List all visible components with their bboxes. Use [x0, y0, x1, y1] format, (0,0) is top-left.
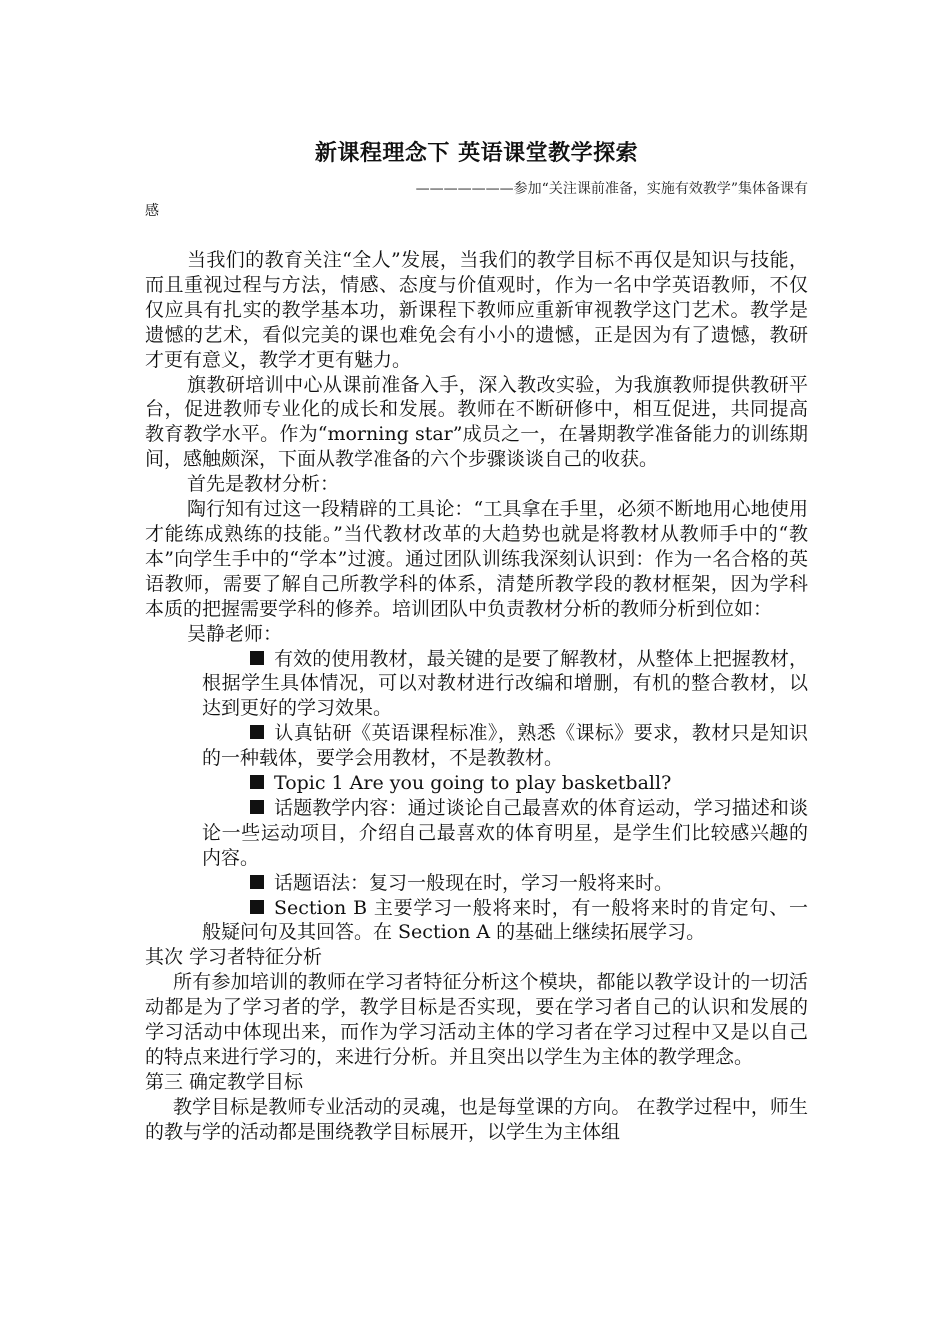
paragraph: 当我们的教育关注“全人”发展，当我们的教学目标不再仅是知识与技能，而且重视过程与方法，情感、态度与价值观时，作为一名中学英语教师，不仅仅应具有扎实的教学基本功，新课程下教师应重新审视教学这门艺术。教学是遗憾的艺术，看似完美的课也难免会有小小的遗憾，正是因为有了遗憾，教研才更有意义，教学才更有魅力。: [145, 249, 808, 371]
bullet-item: [202, 771, 808, 796]
document-title: 新课程理念下 英语课堂教学探索: [314, 140, 639, 166]
square-bullet-icon: [250, 775, 264, 789]
bullet-item: [202, 896, 808, 946]
section-heading: 其次 学习者特征分析: [145, 946, 323, 969]
square-bullet-icon: [250, 725, 264, 739]
square-bullet-icon: [250, 875, 264, 889]
document-body: [145, 248, 808, 1145]
bullet-text: 话题语法：复习一般现在时，学习一般将来时。: [274, 871, 674, 894]
document-subtitle-continued: 感: [145, 203, 159, 219]
bullet-item: [202, 796, 808, 871]
square-bullet-icon: [250, 900, 264, 914]
document-subtitle: ———————参加“关注课前准备，实施有效教学”集体备课有: [415, 181, 808, 197]
square-bullet-icon: [250, 800, 264, 814]
bullet-item: [202, 871, 808, 896]
paragraph: 吴静老师：: [187, 622, 283, 645]
bullet-text: Section B 主要学习一般将来时，有一般将来时的肯定句、一般疑问句及其回答。在 Section A 的基础上继续拓展学习。: [202, 896, 808, 944]
bullet-text: 话题教学内容：通过谈论自己最喜欢的体育运动，学习描述和谈论一些运动项目，介绍自己最喜欢的体育明星，是学生们比较感兴趣的内容。: [202, 796, 808, 869]
paragraph: 教学目标是教师专业活动的灵魂，也是每堂课的方向。 在教学过程中，师生的教与学的活动都是围绕教学目标展开，以学生为主体组: [145, 1095, 808, 1143]
bullet-item: [202, 721, 808, 771]
bullet-text: Topic 1 Are you going to play basketball?: [274, 772, 672, 795]
paragraph: 旗教研培训中心从课前准备入手，深入教改实验，为我旗教师提供教研平台，促进教师专业化的成长和发展。教师在不断研修中，相互促进，共同提高教育教学水平。作为“morning star”成员之一，在暑期教学准备能力的训练期间，感触颇深，下面从教学准备的六个步骤谈谈自己的收获。: [145, 373, 808, 471]
paragraph: 所有参加培训的教师在学习者特征分析这个模块，都能以教学设计的一切活动都是为了学习者的学，教学目标是否实现，要在学习者自己的认识和发展的学习活动中体现出来，而作为学习活动主体的学习者在学习过程中又是以自己的特点来进行学习的，来进行分析。并且突出以学生为主体的教学理念。: [145, 971, 808, 1068]
bullet-item: [202, 647, 808, 722]
bullet-text: 认真钻研《英语课程标准》，熟悉《课标》要求，教材只是知识的一种载体，要学会用教材，不是教教材。: [202, 722, 808, 770]
section-heading: 第三 确定教学目标: [145, 1070, 304, 1093]
bullet-text: 有效的使用教材，最关键的是要了解教材，从整体上把握教材，根据学生具体情况，可以对教材进行改编和增删，有机的整合教材，以达到更好的学习效果。: [202, 647, 808, 720]
paragraph: 首先是教材分析：: [187, 473, 340, 496]
paragraph: 陶行知有过这一段精辟的工具论：“工具拿在手里，必须不断地用心地使用才能练成熟练的技能。”当代教材改革的大趋势也就是将教材从教师手中的“教本”向学生手中的“学本”过渡。通过团队训练我深刻认识到：作为一名合格的英语教师，需要了解自己所教学科的体系，清楚所教学段的教材框架，因为学科本质的把握需要学科的修养。培训团队中负责教材分析的教师分析到位如：: [145, 498, 808, 620]
square-bullet-icon: [250, 651, 264, 665]
